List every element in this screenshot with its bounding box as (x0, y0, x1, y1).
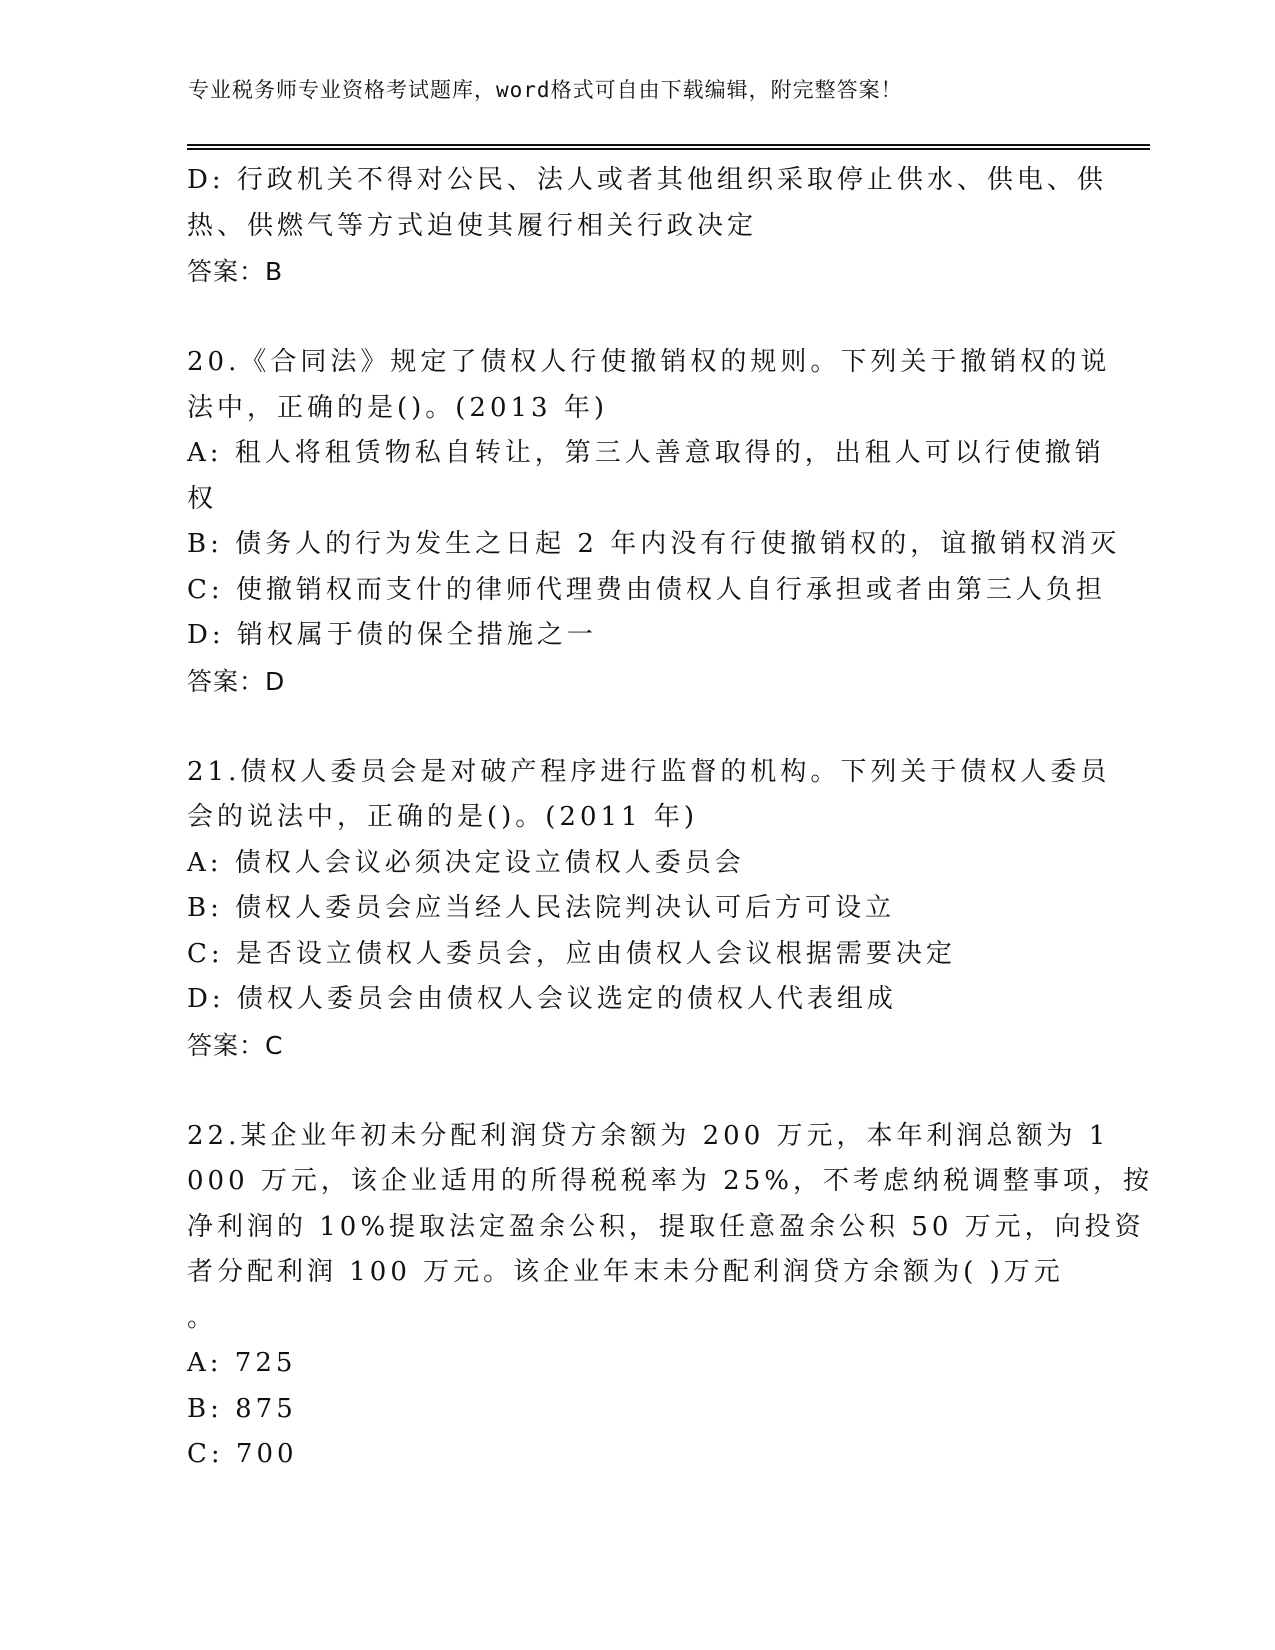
option-a: A: 725 (187, 1348, 297, 1378)
spacer (187, 295, 1072, 341)
question-stem-line: 000 万元，该企业适用的所得税税率为 25%，不考虑纳税调整事项，按 (187, 1166, 1153, 1196)
answer-19: 答案：B (187, 257, 284, 286)
option-b: B: 875 (187, 1393, 297, 1424)
question-stem-line: 者分配利润 100 万元。该企业年末未分配利润贷方余额为( )万元 (187, 1257, 1064, 1287)
question-22 (187, 1114, 1153, 1478)
answer-20: 答案：D (187, 666, 286, 696)
question-stem-line: 20.《合同法》规定了债权人行使撤销权的规则。下列关于撤销权的说 (187, 347, 1111, 377)
option-b: B: 债权人委员会应当经人民法院判决认可后方可设立 (187, 893, 896, 923)
option-c: C: 使撤销权而支什的律师代理费由债权人自行承担或者由第三人负担 (187, 574, 1106, 605)
option-b: B: 债务人的行为发生之日起 2 年内没有行使撤销权的，谊撤销权消灭 (187, 529, 1121, 559)
question-20 (187, 340, 1121, 704)
question-21 (187, 750, 1111, 1069)
question-stem-line: 。 (187, 1302, 218, 1333)
question-19-tail (187, 158, 1107, 295)
spacer (187, 1068, 1072, 1114)
option-c: C: 700 (187, 1439, 298, 1469)
question-stem-line: 会的说法中，正确的是()。(2011 年) (187, 802, 699, 832)
question-stem-line: 21.债权人委员会是对破产程序进行监督的机构。下列关于债权人委员 (187, 756, 1111, 787)
option-a: A: 债权人会议必须决定设立债权人委员会 (187, 847, 745, 878)
option-d: D: 销权属于债的保仝措施之一 (187, 620, 597, 650)
option-d-line-1: D: 行政机关不得对公民、法人或者其他组织采取停止供水、供电、供 (187, 165, 1107, 195)
option-a: A: 租人将租赁物私自转让，第三人善意取得的，出租人可以行使撤销 (187, 438, 1105, 468)
option-c: C: 是否设立债权人委员会，应由债权人会议根据需要决定 (187, 938, 956, 969)
question-stem-line: 22.某企业年初未分配利润贷方余额为 200 万元，本年利润总额为 1 (187, 1120, 1110, 1151)
option-d: D: 债权人委员会由债权人会议选定的债权人代表组成 (187, 984, 897, 1014)
question-stem-line: 净利润的 10%提取法定盈余公积，提取任意盈余公积 50 万元，向投资 (187, 1211, 1145, 1242)
answer-21: 答案：C (187, 1030, 284, 1060)
question-stem-line: 法中，正确的是()。(2013 年) (187, 392, 609, 423)
option-a-continued: 权 (187, 483, 218, 514)
option-d-line-2: 热、供燃气等方式迫使其履行相关行政决定 (187, 210, 758, 241)
spacer (187, 704, 1072, 750)
document-body (187, 158, 1153, 1478)
page-header: 专业税务师专业资格考试题库，word格式可自由下载编辑，附完整答案！ (188, 78, 903, 102)
header-divider (187, 144, 1150, 150)
